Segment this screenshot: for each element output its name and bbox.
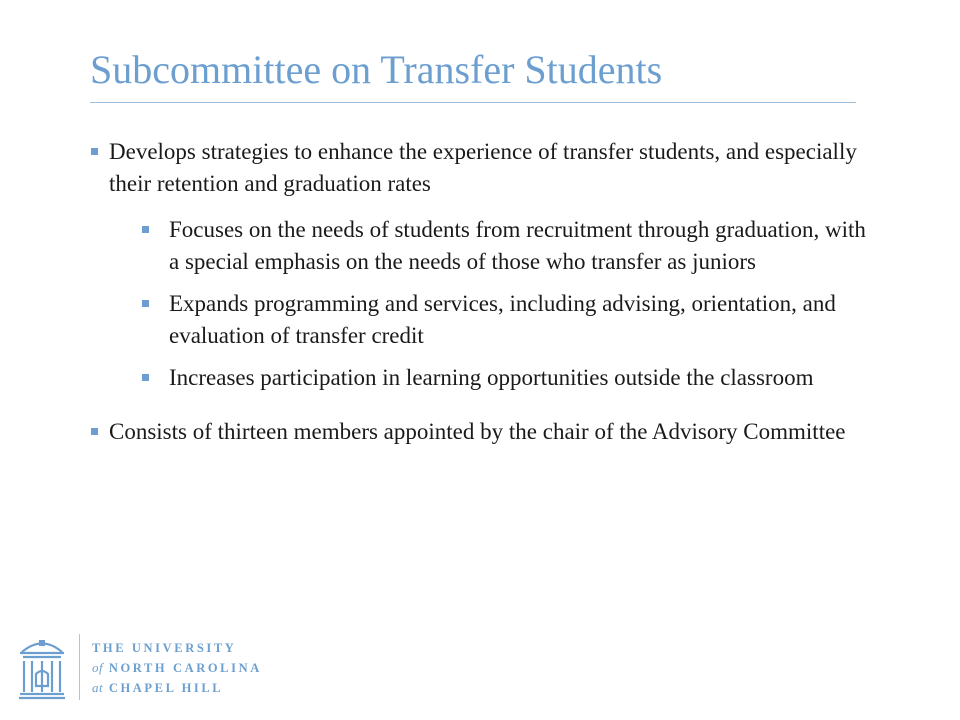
sub-bullet-item [88, 362, 868, 394]
sub-bullet-item [88, 288, 868, 352]
slide-title: Subcommittee on Transfer Students [90, 47, 663, 92]
university-wordmark [92, 639, 262, 698]
bullet-text: Focuses on the needs of students from recruitment through graduation, with a special emphasis on the needs of those who transfer as juniors [169, 217, 866, 274]
wordmark-line-1: THE UNIVERSITY [92, 641, 237, 655]
bullet-text: Develops strategies to enhance the experience of transfer students, and especially their retention and graduation rates [109, 139, 857, 196]
square-bullet-icon [142, 226, 149, 233]
logo-divider [79, 634, 80, 700]
bullet-text: Expands programming and services, including advising, orientation, and evaluation of transfer credit [169, 291, 836, 348]
square-bullet-icon [142, 374, 149, 381]
bullet-item [88, 416, 868, 448]
university-logo [18, 634, 318, 700]
square-bullet-icon [91, 148, 98, 155]
bullet-text: Consists of thirteen members appointed by the chair of the Advisory Committee [109, 419, 846, 444]
old-well-icon [18, 634, 66, 700]
bullet-item [88, 136, 868, 200]
sub-bullet-item [88, 214, 868, 278]
wordmark-line-2: of NORTH CAROLINA [92, 660, 262, 675]
square-bullet-icon [91, 428, 98, 435]
title-divider [90, 102, 856, 103]
square-bullet-icon [142, 300, 149, 307]
bullet-text: Increases participation in learning opportunities outside the classroom [169, 365, 814, 390]
wordmark-line-3: at CHAPEL HILL [92, 680, 224, 695]
bullet-list [88, 136, 868, 462]
